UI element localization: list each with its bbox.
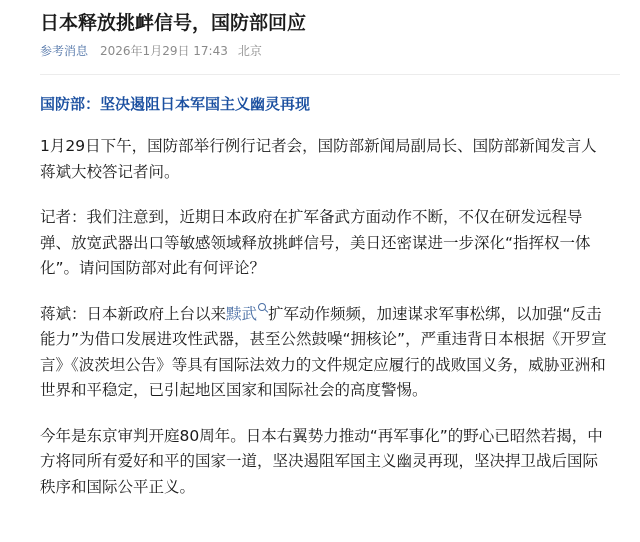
source-link[interactable]: 参考消息: [40, 44, 89, 58]
meta-divider: [40, 74, 620, 75]
answer-text-start: 蒋斌：日本新政府上台以来: [40, 304, 227, 323]
article-subhead: 国防部：坚决遏阻日本军国主义幽灵再现: [40, 95, 311, 113]
article-meta: [40, 42, 620, 60]
publish-time: 2026年1月29日 17:43: [100, 44, 228, 58]
publish-location: 北京: [237, 44, 262, 58]
paragraph-question: 记者：我们注意到，近期日本政府在扩军备武方面动作不断，不仅在研发远程导弹、放宽武器出口等敏感领域释放挑衅信号，美日还密谋进一步深化“指挥权一体化”。请问国防部对此有何评论？: [40, 208, 591, 277]
article: [40, 0, 620, 500]
paragraph-intro: 1月29日下午，国防部举行例行记者会，国防部新闻局副局长、国防部新闻发言人蒋斌大校答记者问。: [40, 137, 597, 181]
keyword-link[interactable]: 黩武: [226, 304, 258, 323]
article-title: 日本释放挑衅信号，国防部回应: [40, 12, 307, 34]
answer-text-rest: 扩军动作频频，加速谋求军事松绑，以加强“反击能力”为借口发展进攻性武器，甚至公然鼓噪“拥核论”，严重违背日本根据《开罗宣言》《波茨坦公告》等具有国际法效力的文件规定应履行的战败国义务，威胁亚洲和世界和平稳定，已引起地区国家和国际社会的高度警惕。: [40, 304, 607, 399]
paragraph-conclusion: 今年是东京审判开庭80周年。日本右翼势力推动“再军事化”的野心已昭然若揭，中方将同所有爱好和平的国家一道，坚决遏阻军国主义幽灵再现，坚决捍卫战后国际秩序和国际公平正义。: [40, 426, 603, 496]
search-icon[interactable]: [258, 303, 266, 311]
paragraph-answer: [40, 302, 612, 404]
